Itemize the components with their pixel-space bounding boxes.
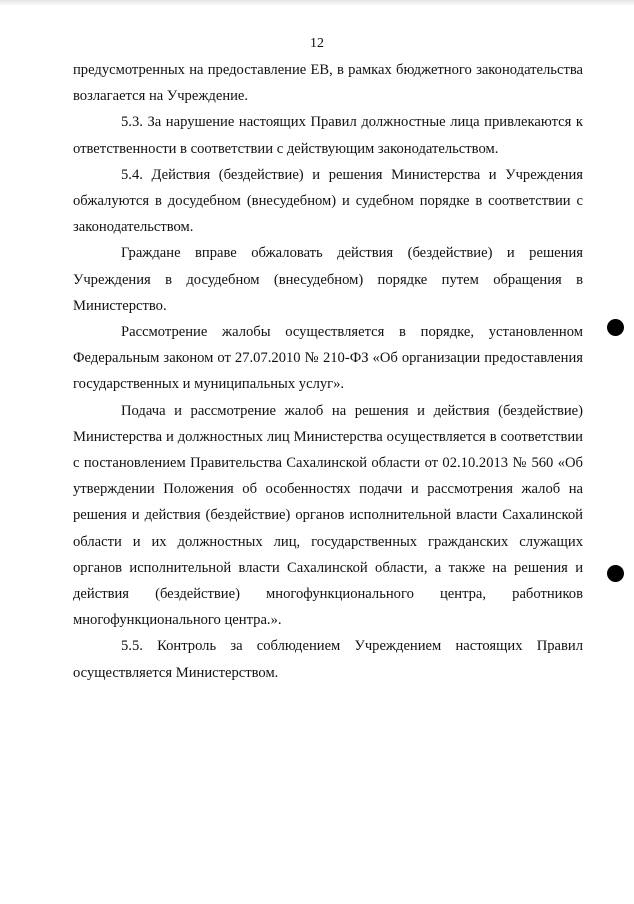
scan-edge (0, 0, 634, 6)
paragraph-continuation: предусмотренных на предоставление ЕВ, в рамках бюджетного законодательства возлагается на Учреждение. (73, 62, 583, 105)
paragraph-5-5: 5.5. Контроль за соблюдением Учреждением настоящих Правил осуществляется Министерством. (73, 638, 583, 681)
punch-hole-mark (607, 319, 624, 336)
paragraph-5-3: 5.3. За нарушение настоящих Правил должностные лица привлекаются к ответственности в соответствии с действующим законодательством. (73, 114, 583, 157)
paragraph-complaint-review: Рассмотрение жалобы осуществляется в порядке, установленном Федеральным законом от 27.07.2010 № 210-ФЗ «Об организации предоставления государственных и муниципальных услуг». (73, 324, 583, 393)
paragraph-5-4: 5.4. Действия (бездействие) и решения Министерства и Учреждения обжалуются в досудебном (внесудебном) и судебном порядке в соответствии с законодательством. (73, 166, 583, 236)
punch-hole-mark (607, 565, 624, 582)
document-body (73, 57, 583, 686)
paragraph-citizens-appeal: Граждане вправе обжаловать действия (бездействие) и решения Учреждения в досудебном (внесудебном) порядке путем обращения в Министерство. (73, 245, 583, 314)
page-number: 12 (310, 36, 324, 51)
paragraph-complaint-submission: Подача и рассмотрение жалоб на решения и действия (бездействие) Министерства и должностных лиц Министерства осуществляется в соответствии с постановлением Правительства Сахалинской области от 02.10.2013 № 560 «Об утверждении Положения об особенностях подачи и рассмотрения жалоб на решения и действия (бездействие) органов исполнительной власти Сахалинской области и их должностных лиц, государственных гражданских служащих органов исполнительной власти Сахалинской области, а также на решения и действия (бездействие) многофункционального центра, работников многофункционального центра.». (73, 402, 583, 629)
